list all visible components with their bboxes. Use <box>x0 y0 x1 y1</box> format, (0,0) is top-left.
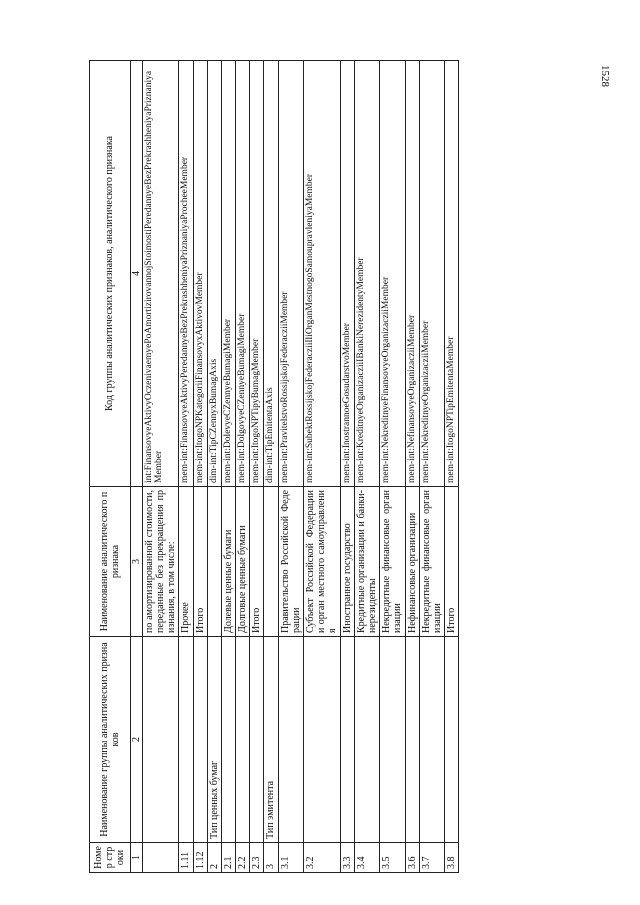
column-number: 4 <box>130 61 142 487</box>
rotated-page-content <box>89 61 521 873</box>
row-number-cell: 3.6 <box>405 843 419 873</box>
code-cell: mem-int:PravitelstvoRossijskojFederacziiMember <box>278 61 303 487</box>
table-row <box>250 61 264 873</box>
code-cell: mem-int:ItogoNPKategoriiFinansovyxAktivovMember <box>193 61 207 487</box>
header-row-number: Номер строки <box>90 843 131 873</box>
column-number: 1 <box>130 843 142 873</box>
row-number-cell: 2.2 <box>236 843 250 873</box>
group-name-cell <box>142 637 179 843</box>
column-number: 2 <box>130 637 142 843</box>
row-number-cell: 3.7 <box>419 843 444 873</box>
group-name-cell <box>419 637 444 843</box>
row-number-cell: 2 <box>207 843 221 873</box>
row-number-cell: 3 <box>264 843 278 873</box>
table-row <box>236 61 250 873</box>
column-number: 3 <box>130 487 142 637</box>
table-row <box>193 61 207 873</box>
table-row <box>221 61 235 873</box>
table-body <box>142 61 459 873</box>
code-cell: mem-int:NefinansovyeOrganizacziiMember <box>405 61 419 487</box>
code-cell: dim-int:TipCZennyxBumagAxis <box>207 61 221 487</box>
code-cell: mem-int:ItogoNPTipEmitentaMember <box>445 61 459 487</box>
table-row <box>380 61 405 873</box>
group-name-cell <box>193 637 207 843</box>
feature-name-cell: Субъект Российской Федерации и орган местного самоуправления <box>304 487 341 637</box>
code-cell: mem-int:ItogoNPTipyBumagMember <box>250 61 264 487</box>
group-name-cell <box>250 637 264 843</box>
feature-name-cell: Долевые ценные бумаги <box>221 487 235 637</box>
row-number-cell: 2.1 <box>221 843 235 873</box>
code-cell: mem-int:NekreditnyeOrganizacziiMember <box>419 61 444 487</box>
code-cell: mem-int:NekreditnyeFinansovyeOrganizacziiMember <box>380 61 405 487</box>
header-group-name: Наименование группы аналитических признаков <box>90 637 131 843</box>
group-name-cell <box>221 637 235 843</box>
table-row <box>304 61 341 873</box>
analytic-features-table <box>89 60 459 873</box>
feature-name-cell: Итого <box>445 487 459 637</box>
feature-name-cell: Долговые ценные бумаги <box>236 487 250 637</box>
row-number-cell <box>142 843 179 873</box>
feature-name-cell: Некредитные финансовые организации <box>380 487 405 637</box>
feature-name-cell: Кредитные организации и банки-нерезиденты <box>354 487 379 637</box>
header-feature-name: Наименование аналитического признака <box>90 487 131 637</box>
feature-name-cell: Правительство Российской Федерации <box>278 487 303 637</box>
table-row <box>419 61 444 873</box>
group-name-cell <box>278 637 303 843</box>
code-cell: dim-int:TipEmitentaAxis <box>264 61 278 487</box>
row-number-cell: 3.4 <box>354 843 379 873</box>
feature-name-cell: Нефинансовые организации <box>405 487 419 637</box>
table-row <box>207 61 221 873</box>
table-row <box>179 61 193 873</box>
code-cell: mem-int:InostrannoeGosudarstvoMember <box>340 61 354 487</box>
feature-name-cell: Итого <box>250 487 264 637</box>
group-name-cell <box>405 637 419 843</box>
feature-name-cell: Прочее <box>179 487 193 637</box>
row-number-cell: 3.1 <box>278 843 303 873</box>
feature-name-cell <box>264 487 278 637</box>
code-cell: mem-int:FinansovyeAktivyPeredannyeBezPrekrashheniyaPriznaniyaProcheeMember <box>179 61 193 487</box>
row-number-cell: 1.12 <box>193 843 207 873</box>
code-cell: mem-int:DolevyeCZennyeBumagiMember <box>221 61 235 487</box>
group-name-cell <box>304 637 341 843</box>
group-name-cell <box>380 637 405 843</box>
group-name-cell <box>179 637 193 843</box>
row-number-cell: 3.5 <box>380 843 405 873</box>
table-header-row <box>90 61 131 873</box>
header-code: Код группы аналитических признаков, аналитического признака <box>90 61 131 487</box>
feature-name-cell <box>207 487 221 637</box>
table-row <box>142 61 179 873</box>
code-cell: mem-int:SubektRossijskojFederacziiIliOrganMestnogoSamoupravleniyaMember <box>304 61 341 487</box>
group-name-cell <box>236 637 250 843</box>
feature-name-cell: Иностранное государство <box>340 487 354 637</box>
table-row <box>278 61 303 873</box>
row-number-cell: 2.3 <box>250 843 264 873</box>
group-name-cell <box>445 637 459 843</box>
row-number-cell: 3.3 <box>340 843 354 873</box>
code-cell: mem-int:KreditnyeOrganizacziiIBankiNerezidentyMember <box>354 61 379 487</box>
table-row <box>405 61 419 873</box>
row-number-cell: 3.2 <box>304 843 341 873</box>
group-name-cell <box>340 637 354 843</box>
code-cell: int:FinansovyeAktivyOczenivaemyePoAmortizirovannojStoimostiPeredannyeBezPrekrashheniyaPriznaniyaMember <box>142 61 179 487</box>
row-number-cell: 1.11 <box>179 843 193 873</box>
feature-name-cell: Итого <box>193 487 207 637</box>
table-row <box>340 61 354 873</box>
table-row <box>264 61 278 873</box>
row-number-cell: 3.8 <box>445 843 459 873</box>
table-row <box>354 61 379 873</box>
group-name-cell <box>354 637 379 843</box>
table-row <box>445 61 459 873</box>
column-number-row <box>130 61 142 873</box>
group-name-cell: Тип ценных бумаг <box>207 637 221 843</box>
feature-name-cell: по амортизированной стоимости, переданные без прекращения признания, в том числе: <box>142 487 179 637</box>
page-number: 1528 <box>599 65 611 87</box>
code-cell: mem-int:DolgovyeCZennyeBumagiMember <box>236 61 250 487</box>
group-name-cell: Тип эмитента <box>264 637 278 843</box>
feature-name-cell: Некредитные финансовые организации <box>419 487 444 637</box>
